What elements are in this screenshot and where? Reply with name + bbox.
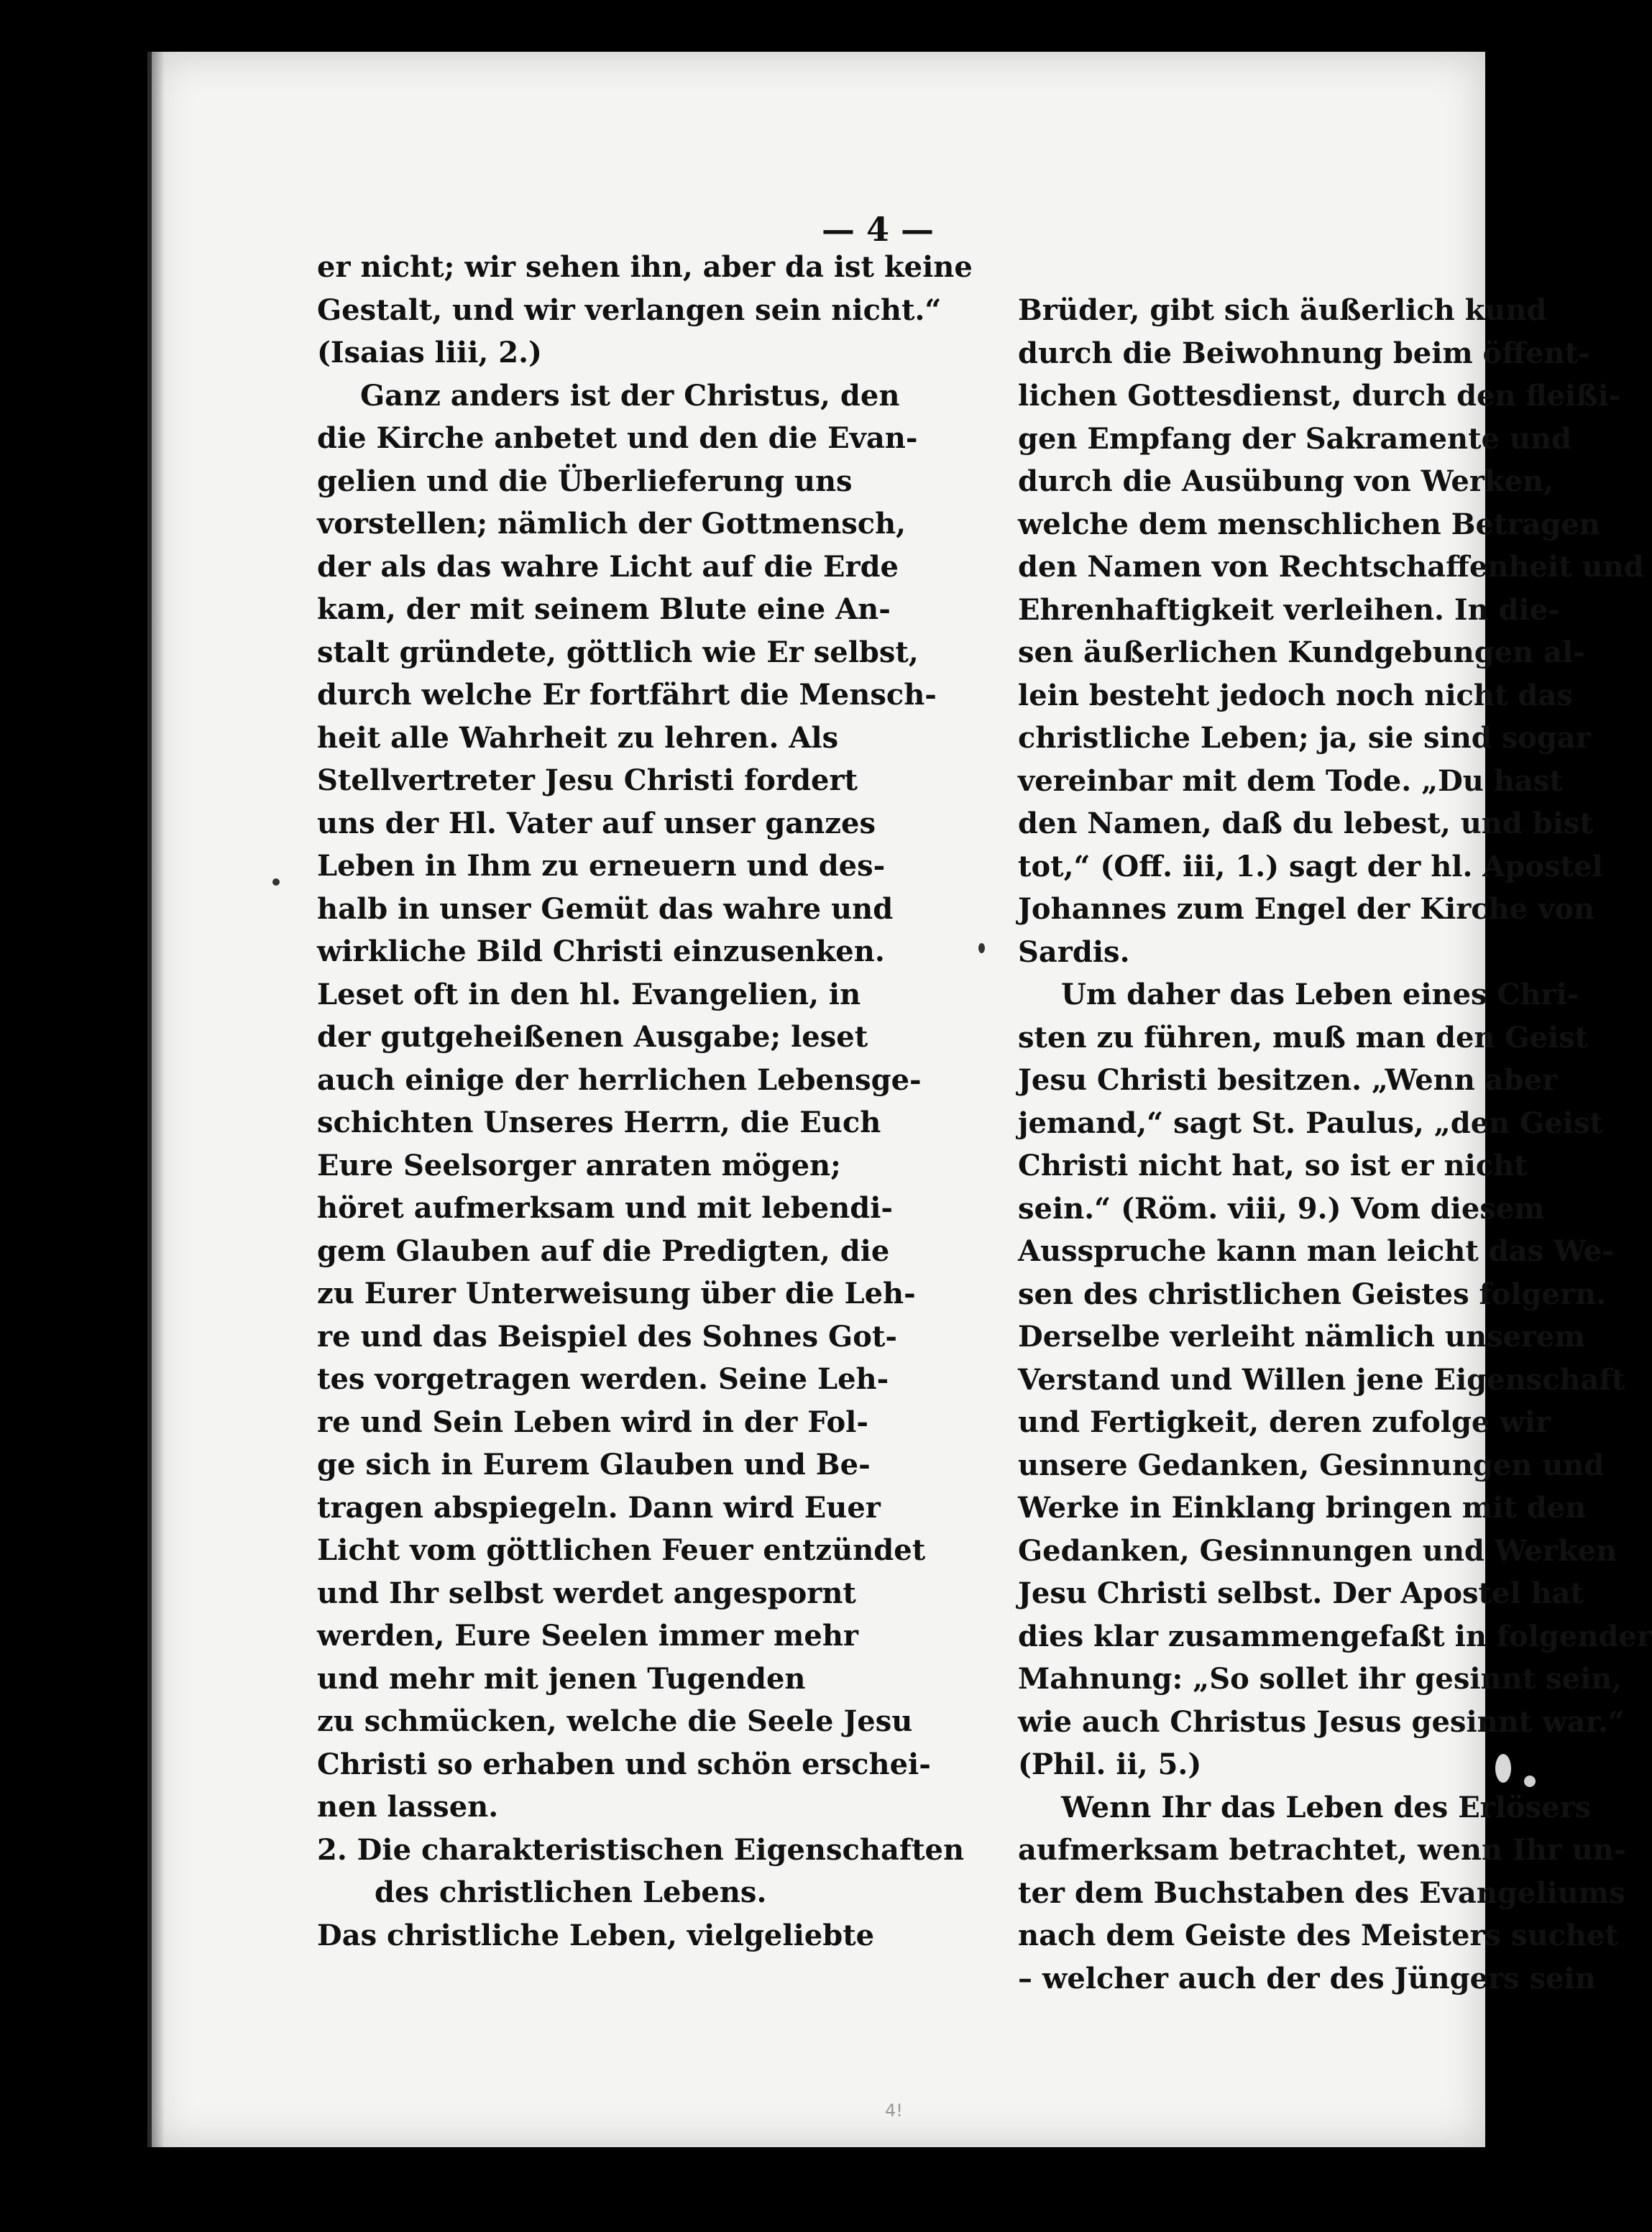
- text-line: durch die Beiwohnung beim öffent-: [1018, 336, 1590, 370]
- text-line: welche dem menschlichen Betragen: [1018, 507, 1600, 541]
- text-line: gem Glauben auf die Predigten, die: [317, 1234, 890, 1268]
- text-line: Stellvertreter Jesu Christi fordert: [317, 763, 858, 797]
- text-line: durch welche Er fortfährt die Mensch-: [317, 678, 937, 712]
- text-line: gen Empfang der Sakramente und: [1018, 421, 1572, 456]
- dust-speck: [978, 943, 985, 953]
- text-line: wirkliche Bild Christi einzusenken.: [317, 934, 885, 968]
- text-line: re und Sein Leben wird in der Fol-: [317, 1405, 868, 1439]
- text-line: Verstand und Willen jene Eigenschaft: [1018, 1362, 1625, 1397]
- text-line: vereinbar mit dem Tode. „Du hast: [1018, 763, 1563, 798]
- text-line: die Kirche anbetet und den die Evan-: [317, 421, 918, 455]
- text-line: Ausspruche kann man leicht das We-: [1018, 1234, 1614, 1268]
- text-line: den Namen von Rechtschaffenheit und: [1018, 550, 1644, 584]
- text-line: dies klar zusammengefaßt in folgender: [1018, 1619, 1652, 1653]
- paragraph-start: Um daher das Leben eines Chri-: [1061, 978, 1579, 1011]
- right-column: [1018, 289, 1652, 2000]
- text-line: höret aufmerksam und mit lebendi-: [317, 1191, 894, 1225]
- text-line: stalt gründete, göttlich wie Er selbst,: [317, 635, 919, 669]
- text-line: durch die Ausübung von Werken,: [1018, 464, 1554, 498]
- text-line: tot,“ (Off. iii, 1.) sagt der hl. Apostel: [1018, 849, 1603, 883]
- text-line: Leset oft in den hl. Evangelien, in: [317, 977, 861, 1011]
- text-line: und Fertigkeit, deren zufolge wir: [1018, 1405, 1551, 1439]
- text-line: der gutgeheißenen Ausgabe; leset: [317, 1020, 868, 1054]
- text-line: er nicht; wir sehen ihn, aber da ist keine: [317, 250, 973, 284]
- text-line: ter dem Buchstaben des Evangeliums: [1018, 1875, 1625, 1910]
- text-line: Gestalt, und wir verlangen sein nicht.“: [317, 293, 942, 327]
- text-line: sten zu führen, muß man den Geist: [1018, 1020, 1589, 1055]
- paragraph-start: Ganz anders ist der Christus, den: [360, 378, 900, 413]
- dust-speck: [272, 878, 280, 886]
- text-line: und Ihr selbst werdet angespornt: [317, 1576, 856, 1610]
- section-heading-continued: des christlichen Lebens.: [375, 1875, 767, 1909]
- text-line: jemand,“ sagt St. Paulus, „den Geist: [1018, 1106, 1603, 1140]
- text-line: uns der Hl. Vater auf unser ganzes: [317, 806, 876, 840]
- text-line: werden, Eure Seelen immer mehr: [317, 1619, 858, 1653]
- text-line: Gedanken, Gesinnungen und Werken: [1018, 1533, 1617, 1568]
- text-line: (Phil. ii, 5.): [1018, 1748, 1202, 1781]
- text-line: Ehrenhaftigkeit verleihen. In die-: [1018, 592, 1560, 627]
- text-line: auch einige der herrlichen Lebensge-: [317, 1062, 922, 1097]
- text-line: Mahnung: „So sollet ihr gesinnt sein,: [1018, 1662, 1623, 1696]
- text-line: Werke in Einklang bringen mit den: [1018, 1491, 1587, 1525]
- text-line: der als das wahre Licht auf die Erde: [317, 549, 899, 584]
- footer-mark: 4!: [885, 2100, 903, 2121]
- text-line: wie auch Christus Jesus gesinnt war.“: [1018, 1704, 1625, 1739]
- text-line: Christi nicht hat, so ist er nicht: [1018, 1149, 1528, 1182]
- dust-speck: [1495, 1754, 1511, 1783]
- page-number: — 4 —: [821, 210, 935, 249]
- text-line: Licht vom göttlichen Feuer entzündet: [317, 1533, 926, 1567]
- text-line: Leben in Ihm zu erneuern und des-: [317, 849, 886, 883]
- text-line: Jesu Christi besitzen. „Wenn aber: [1018, 1063, 1558, 1097]
- text-line: heit alle Wahrheit zu lehren. Als: [317, 720, 839, 755]
- section-heading: 2. Die charakteristischen Eigenschaften: [317, 1832, 965, 1867]
- text-line: vorstellen; nämlich der Gottmensch,: [317, 507, 907, 541]
- text-line: nen lassen.: [317, 1790, 499, 1824]
- text-line: Johannes zum Engel der Kirche von: [1018, 892, 1595, 926]
- text-line: Christi so erhaben und schön erschei-: [317, 1747, 931, 1781]
- text-line: Eure Seelsorger anraten mögen;: [317, 1148, 841, 1182]
- text-line: (Isaias liii, 2.): [317, 336, 542, 369]
- paragraph-start: Wenn Ihr das Leben des Erlösers: [1061, 1790, 1592, 1824]
- text-line: ge sich in Eurem Glauben und Be-: [317, 1448, 871, 1482]
- text-line: Derselbe verleiht nämlich unserem: [1018, 1320, 1585, 1354]
- text-line: Das christliche Leben, vielgeliebte: [317, 1918, 875, 1952]
- text-line: kam, der mit seinem Blute eine An-: [317, 592, 891, 626]
- text-line: zu schmücken, welche die Seele Jesu: [317, 1704, 913, 1738]
- text-line: lichen Gottesdienst, durch den fleißi-: [1018, 379, 1621, 413]
- text-line: Jesu Christi selbst. Der Apostel hat: [1018, 1576, 1584, 1610]
- text-line: nach dem Geiste des Meisters suchet: [1018, 1919, 1618, 1952]
- scanned-page: [147, 52, 1652, 2147]
- text-line: sein.“ (Röm. viii, 9.) Vom diesem: [1018, 1191, 1545, 1226]
- text-line: tes vorgetragen werden. Seine Leh-: [317, 1362, 889, 1396]
- left-column: [317, 246, 978, 1957]
- text-line: den Namen, daß du lebest, und bist: [1018, 807, 1593, 840]
- dust-speck: [1524, 1776, 1536, 1787]
- text-line: sen des christlichen Geistes folgern.: [1018, 1277, 1607, 1311]
- text-line: tragen abspiegeln. Dann wird Euer: [317, 1490, 881, 1525]
- page-edge-shadow: [152, 52, 165, 2147]
- text-line: halb in unser Gemüt das wahre und: [317, 891, 894, 926]
- text-line: Sardis.: [1018, 934, 1130, 969]
- text-line: aufmerksam betrachtet, wenn Ihr un-: [1018, 1833, 1626, 1867]
- text-line: lein besteht jedoch noch nicht das: [1018, 678, 1573, 712]
- text-line: sen äußerlichen Kundgebungen al-: [1018, 635, 1585, 669]
- text-line: – welcher auch der des Jüngers sein: [1018, 1961, 1596, 1996]
- text-line: und mehr mit jenen Tugenden: [317, 1661, 806, 1696]
- text-line: re und das Beispiel des Sohnes Got-: [317, 1319, 897, 1354]
- text-line: unsere Gedanken, Gesinnungen und: [1018, 1448, 1605, 1482]
- text-line: christliche Leben; ja, sie sind sogar: [1018, 721, 1591, 755]
- text-line: Brüder, gibt sich äußerlich kund: [1018, 293, 1547, 327]
- text-line: schichten Unseres Herrn, die Euch: [317, 1106, 881, 1139]
- text-line: gelien und die Überlieferung uns: [317, 464, 853, 498]
- text-line: zu Eurer Unterweisung über die Leh-: [317, 1277, 916, 1310]
